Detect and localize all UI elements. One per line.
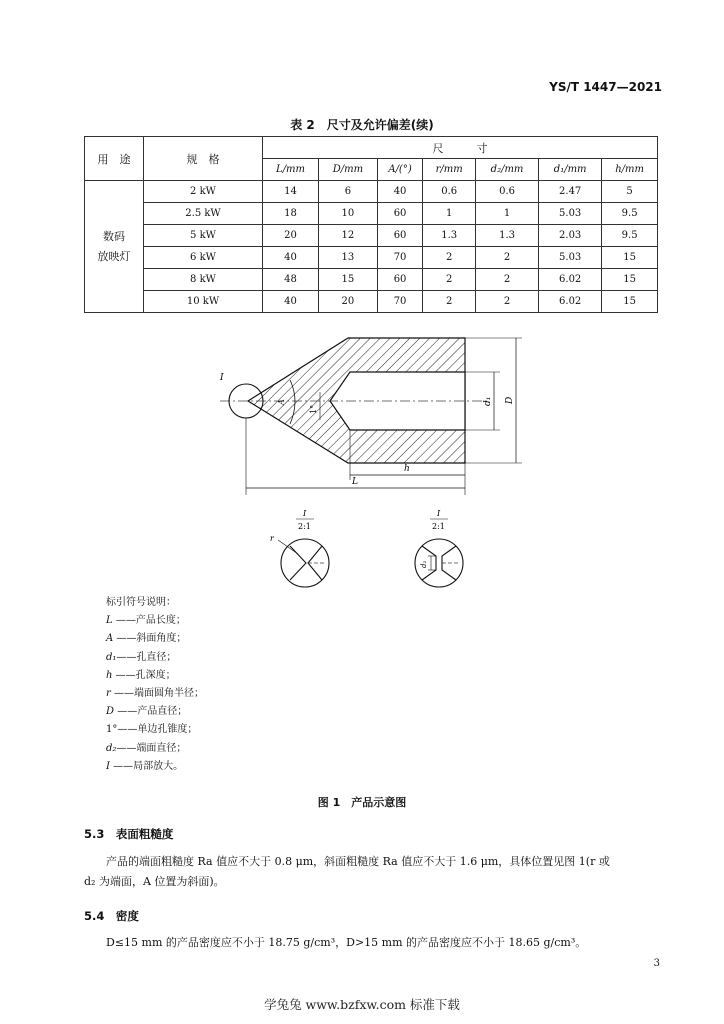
product-drawing [200,320,540,590]
label-d2: d₂ [420,560,428,568]
table-row [85,269,658,291]
col-spec-header: 规 格 [144,137,263,181]
legend-symbol: I [106,760,110,772]
legend-item [106,685,204,703]
value-cell: 40 [263,291,319,313]
table-row [85,291,658,313]
value-cell: 1 [423,203,476,225]
detail-right-scale: 2:1 [432,522,445,531]
legend-text: ——端面直径； [116,742,187,754]
table-row [85,247,658,269]
value-cell: 6 [319,181,378,203]
legend-item [106,703,204,721]
legend-text: ——单边孔锥度； [117,724,198,736]
legend-text: ——产品长度； [115,615,186,627]
spec-cell: 5 kW [144,225,263,247]
value-cell: 60 [377,203,423,225]
legend-symbol: r [106,688,111,700]
legend-text: ——孔深度； [115,669,176,681]
value-cell: 70 [377,291,423,313]
dim-header-L: L/mm [263,159,319,181]
section-5-3-para: 产品的端面粗糙度 Ra 值应不大于 0.8 μm，斜面粗糙度 Ra 值应不大于 1.6 μm，具体位置见图 1(r 或 [106,855,610,868]
usage-line-1: 数码 [103,229,125,243]
col-dims-header: 尺 寸 [263,137,658,159]
legend-symbol: d₁ [106,651,117,663]
section-5-4-title: 5.4 密度 [84,909,139,923]
label-r: r [270,534,274,543]
label-D: D [505,396,515,404]
value-cell: 9.5 [602,225,658,247]
table-row [85,203,658,225]
detail-left-label: I [303,509,307,518]
value-cell: 1.3 [475,225,538,247]
spec-cell: 2.5 kW [144,203,263,225]
value-cell: 2 [475,291,538,313]
label-A: A [277,399,286,405]
spec-cell: 6 kW [144,247,263,269]
value-cell: 15 [602,247,658,269]
value-cell: 9.5 [602,203,658,225]
detail-right-label: I [437,509,441,518]
legend-text: ——局部放大。 [113,760,184,772]
value-cell: 5 [602,181,658,203]
legend-text: ——端面圆角半径； [113,688,204,700]
legend-item [106,649,204,667]
usage-line-2: 放映灯 [97,249,131,263]
legend-item [106,612,204,630]
legend-item [106,721,204,739]
value-cell: 40 [263,247,319,269]
value-cell: 2 [475,269,538,291]
dim-header-D: D/mm [319,159,378,181]
legend-item [106,758,204,776]
value-cell: 20 [319,291,378,313]
spec-cell: 8 kW [144,269,263,291]
value-cell: 2 [423,291,476,313]
page-number: 3 [653,958,660,969]
legend-item [106,740,204,758]
dim-header-d2: d₂/mm [475,159,538,181]
value-cell: 48 [263,269,319,291]
legend-text: ——产品直径； [117,706,188,718]
value-cell: 70 [377,247,423,269]
legend-symbol: d₂ [106,742,117,754]
label-h: h [404,464,410,474]
table-row [85,225,658,247]
legend-symbol: L [106,615,113,627]
label-d1: d₁ [483,396,493,406]
value-cell: 10 [319,203,378,225]
legend-symbol: 1° [106,724,118,736]
section-5-3-title: 5.3 表面粗糙度 [84,827,174,841]
value-cell: 40 [377,181,423,203]
label-L: L [352,477,358,487]
legend-text: ——孔直径； [116,651,177,663]
spec-cell: 2 kW [144,181,263,203]
table-row [85,181,658,203]
dim-header-A: A/(°) [377,159,423,181]
value-cell: 60 [377,225,423,247]
value-cell: 15 [319,269,378,291]
spec-cell: 10 kW [144,291,263,313]
legend-item [106,630,204,648]
value-cell: 6.02 [539,291,602,313]
table-title: 表 2 尺寸及允许偏差(续) [290,118,434,132]
figure-caption: 图 1 产品示意图 [317,796,407,809]
value-cell: 0.6 [423,181,476,203]
dim-header-d1: d₁/mm [539,159,602,181]
legend-symbol: h [106,669,113,681]
label-I: I [220,373,224,383]
legend-title: 标引符号说明： [106,597,176,608]
value-cell: 2.47 [539,181,602,203]
value-cell: 2 [475,247,538,269]
value-cell: 1.3 [423,225,476,247]
usage-cell [85,181,144,313]
value-cell: 20 [263,225,319,247]
label-1deg: 1° [309,404,318,414]
section-5-3-para-cont: d₂ 为端面，A 位置为斜面)。 [84,875,225,888]
value-cell: 5.03 [539,247,602,269]
document-code: YS/T 1447—2021 [549,80,662,94]
value-cell: 15 [602,291,658,313]
legend-symbol: A [106,633,114,645]
value-cell: 1 [475,203,538,225]
value-cell: 15 [602,269,658,291]
value-cell: 2 [423,247,476,269]
col-usage-header: 用 途 [85,137,144,181]
detail-left-scale: 2:1 [298,522,311,531]
legend [106,594,204,776]
value-cell: 13 [319,247,378,269]
legend-item [106,667,204,685]
footer-watermark: 学兔兔 www.bzfxw.com 标准下载 [264,997,460,1012]
value-cell: 5.03 [539,203,602,225]
value-cell: 14 [263,181,319,203]
dimension-table [84,136,658,313]
value-cell: 18 [263,203,319,225]
value-cell: 60 [377,269,423,291]
value-cell: 6.02 [539,269,602,291]
value-cell: 2.03 [539,225,602,247]
value-cell: 12 [319,225,378,247]
legend-text: ——斜面角度； [116,633,187,645]
dim-header-h: h/mm [602,159,658,181]
value-cell: 2 [423,269,476,291]
section-5-4-para: D≤15 mm 的产品密度应不小于 18.75 g/cm³，D>15 mm 的产品密度应不小于 18.65 g/cm³。 [106,936,587,949]
dim-header-r: r/mm [423,159,476,181]
legend-symbol: D [106,706,115,718]
value-cell: 0.6 [475,181,538,203]
